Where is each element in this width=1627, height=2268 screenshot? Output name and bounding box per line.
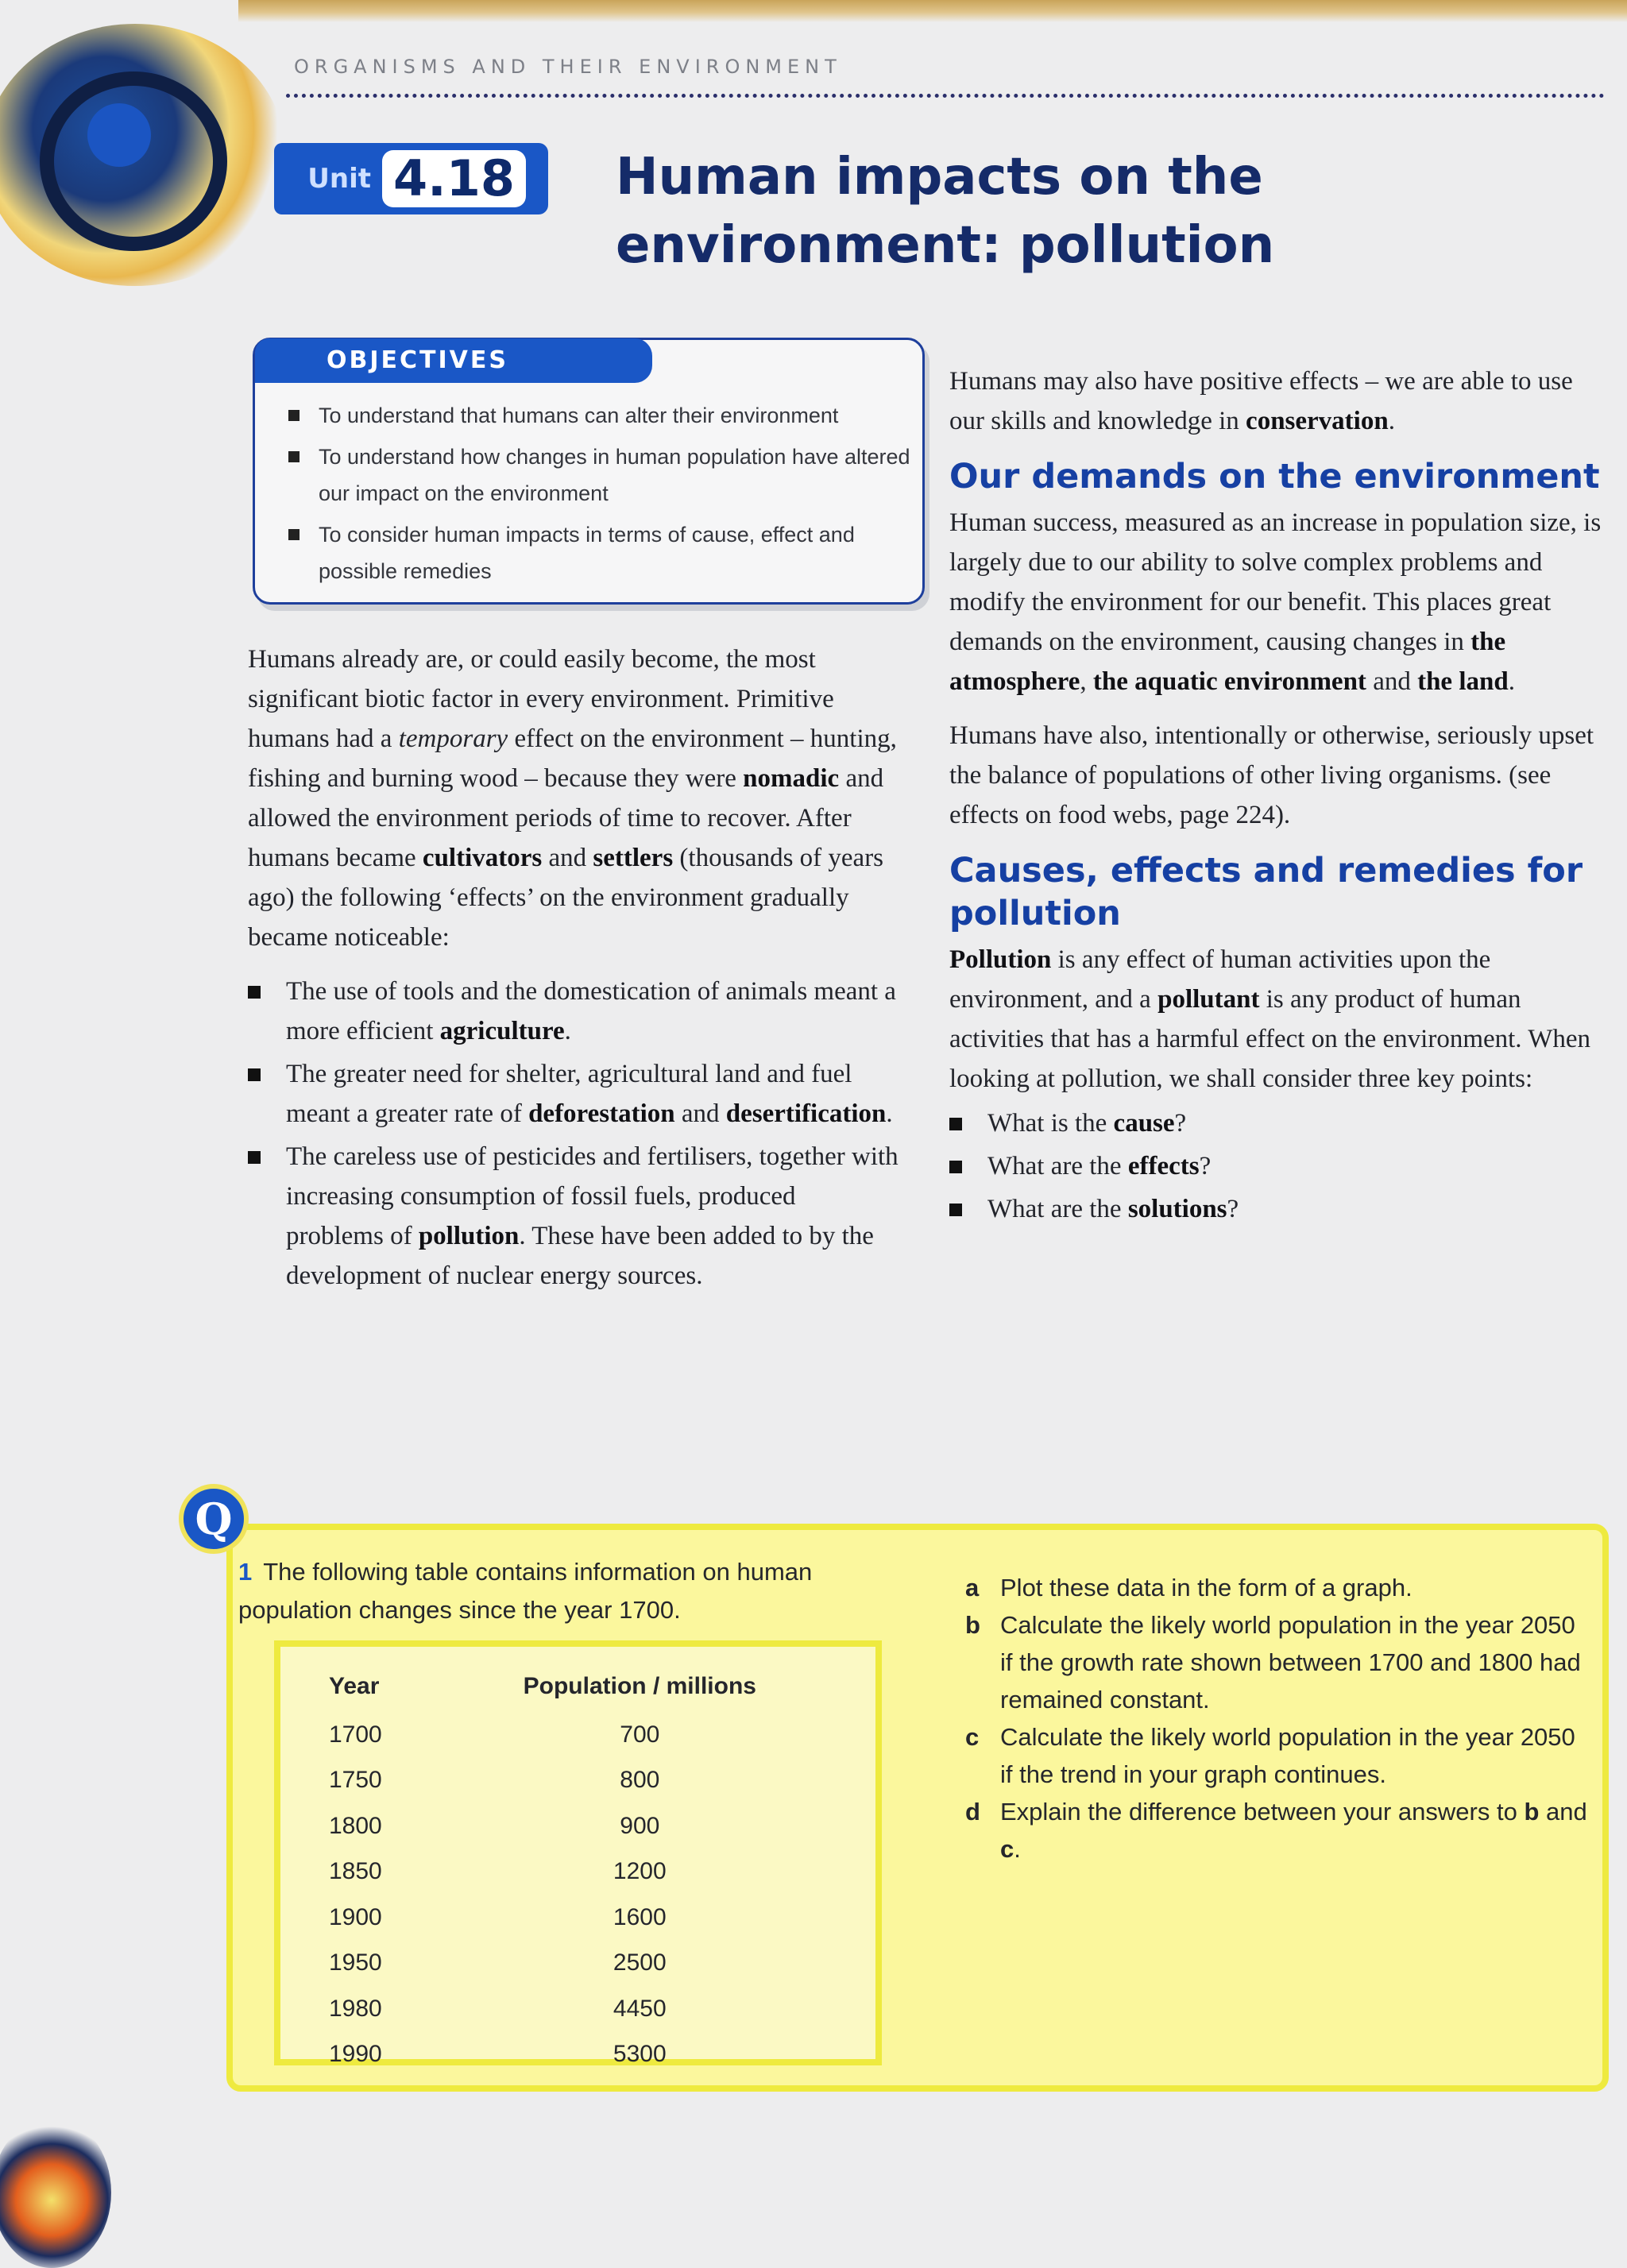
question-part-b xyxy=(965,1606,1593,1718)
text-run: The careless use of pesticides and fertilisers, together with increasing consumption of fossil fuels, produced problems of xyxy=(286,1142,899,1250)
text-run: is any effect of human activities upon the environment, and a xyxy=(949,945,1491,1014)
text-run: . xyxy=(564,1017,571,1045)
text-run: and xyxy=(1539,1798,1587,1826)
year-cell: 1900 xyxy=(329,1903,382,1930)
population-cell: 5300 xyxy=(613,2041,667,2068)
text-run: . xyxy=(1014,1835,1021,1863)
question-intro xyxy=(238,1553,890,1629)
table-row xyxy=(328,1803,852,1849)
text-run: ? xyxy=(1174,1109,1187,1138)
text-run: and xyxy=(674,1099,726,1128)
positive-effects-paragraph xyxy=(949,361,1609,441)
key-term: desertification xyxy=(725,1099,887,1128)
question-parts xyxy=(965,1569,1593,1868)
key-term: pollution xyxy=(418,1222,520,1250)
left-column xyxy=(248,639,899,1299)
key-term: Pollution xyxy=(949,945,1052,974)
question-number: 1 xyxy=(238,1558,253,1586)
text-run: . xyxy=(1388,407,1395,435)
text-run: The use of tools and the domestication of animals meant a more efficient xyxy=(286,977,896,1045)
key-term: settlers xyxy=(593,844,674,872)
year-cell: 1980 xyxy=(329,1995,382,2022)
text-run: ? xyxy=(1227,1195,1239,1223)
population-cell: 1600 xyxy=(613,1903,667,1930)
table-header-row xyxy=(328,1661,852,1712)
population-cell: 700 xyxy=(620,1721,660,1748)
text-run: is any product of human activities that has a harmful effect on the environment. When looking at pollution, we shall consider three key points: xyxy=(949,985,1591,1093)
section-heading-demands: Our demands on the environment xyxy=(949,457,1600,496)
chapter-emblem-graphic xyxy=(0,24,286,286)
pollution-definition-paragraph xyxy=(949,940,1609,1099)
text-run: Human success, measured as an increase in population size, is largely due to our ability to solve complex problems and modify the environment for our benefit. This places great demands on the environment, causing changes in xyxy=(949,508,1602,656)
population-table xyxy=(328,1661,852,2077)
text-run: Humans already are, or could easily become, the most significant biotic factor in every environment. Primitive humans had a xyxy=(248,645,834,753)
table-row xyxy=(328,2032,852,2078)
text-run: The greater need for shelter, agricultural land and fuel meant a greater rate of xyxy=(286,1060,852,1128)
page-title: Human impacts on the environment: pollution xyxy=(616,148,1275,275)
running-head: ORGANISMS AND THEIR ENVIRONMENT xyxy=(294,56,842,78)
key-term: agriculture xyxy=(439,1017,565,1045)
year-cell: 1800 xyxy=(329,1812,382,1839)
objectives-heading: OBJECTIVES xyxy=(255,338,652,383)
column-header-population: Population / millions xyxy=(523,1673,756,1699)
population-cell: 900 xyxy=(620,1812,660,1839)
italic-term: temporary xyxy=(398,724,508,753)
population-cell: 800 xyxy=(620,1767,660,1794)
key-term: b xyxy=(1524,1798,1540,1826)
table-row xyxy=(328,1712,852,1758)
text-run: and xyxy=(1366,667,1418,696)
page-edge xyxy=(238,0,1627,22)
objective-item: To understand that humans can alter their environment xyxy=(285,397,913,434)
right-column xyxy=(949,361,1609,1232)
question-part-a xyxy=(965,1569,1593,1606)
section-heading-pollution: Causes, effects and remedies for pollution xyxy=(949,851,1583,933)
text-run: Humans may also have positive effects – we are able to use our skills and knowledge in xyxy=(949,367,1573,435)
question-part-c xyxy=(965,1718,1593,1793)
text-run: . xyxy=(886,1099,893,1128)
text-run: . These have been added to by the development of nuclear energy sources. xyxy=(286,1222,874,1290)
year-cell: 1950 xyxy=(329,1949,382,1976)
table-row xyxy=(328,1849,852,1895)
unit-prefix: Unit xyxy=(307,163,372,195)
year-cell: 1990 xyxy=(329,2041,382,2068)
population-cell: 2500 xyxy=(613,1949,667,1976)
objective-item: To understand how changes in human population have altered our impact on the environment xyxy=(285,439,913,512)
intro-paragraph xyxy=(248,639,899,957)
text-run: What are the xyxy=(987,1152,1128,1180)
key-point-item xyxy=(949,1189,1609,1229)
text-run: . xyxy=(1508,667,1515,696)
population-cell: 1200 xyxy=(613,1858,667,1885)
emblem-eye xyxy=(87,103,151,167)
part-letter: a xyxy=(965,1574,980,1602)
key-term: conservation xyxy=(1246,407,1389,435)
text-run: What is the xyxy=(987,1109,1114,1138)
question-intro-text: The following table contains information on human population changes since the year 1700. xyxy=(238,1558,813,1624)
objectives-box xyxy=(253,338,925,605)
key-points-list xyxy=(949,1103,1609,1229)
part-letter: c xyxy=(965,1723,980,1751)
text-run: What are the xyxy=(987,1195,1128,1223)
objective-item: To consider human impacts in terms of cause, effect and possible remedies xyxy=(285,516,913,589)
key-term: solutions xyxy=(1127,1195,1227,1223)
text-run: Explain the difference between your answers to xyxy=(1000,1798,1525,1826)
key-term: the aquatic environment xyxy=(1092,667,1366,696)
key-term: deforestation xyxy=(528,1099,675,1128)
population-cell: 4450 xyxy=(613,1995,667,2022)
key-term: cultivators xyxy=(422,844,543,872)
key-term: the land xyxy=(1417,667,1509,696)
question-marker-icon: Q xyxy=(179,1484,249,1554)
year-cell: 1700 xyxy=(329,1721,382,1748)
text-run: and xyxy=(542,844,593,872)
population-table-frame xyxy=(274,1640,882,2068)
demands-paragraph xyxy=(949,503,1609,701)
text-run: ? xyxy=(1199,1152,1212,1180)
effect-item xyxy=(248,1054,899,1134)
key-term: cause xyxy=(1113,1109,1175,1138)
part-letter: d xyxy=(965,1798,980,1826)
effect-item xyxy=(248,972,899,1051)
table-row xyxy=(328,1941,852,1987)
column-header-year: Year xyxy=(329,1673,380,1699)
table-row xyxy=(328,1986,852,2032)
effects-list xyxy=(248,972,899,1296)
key-term: nomadic xyxy=(743,764,840,793)
unit-badge xyxy=(274,143,548,214)
year-cell: 1850 xyxy=(329,1858,382,1885)
year-cell: 1750 xyxy=(329,1767,382,1794)
key-point-item xyxy=(949,1146,1609,1186)
balance-paragraph: Humans have also, intentionally or otherwise, seriously upset the balance of populations of other living organisms. (see effects on food webs, page 224). xyxy=(949,721,1594,829)
part-text: Plot these data in the form of a graph. xyxy=(1000,1574,1413,1602)
objectives-list xyxy=(285,397,913,594)
part-letter: b xyxy=(965,1611,980,1639)
part-text: Calculate the likely world population in the year 2050 if the trend in your graph continues. xyxy=(1000,1723,1575,1788)
key-term: effects xyxy=(1127,1152,1200,1180)
dotted-divider xyxy=(286,94,1605,98)
text-run: effect on the environment – hunting, fishing and burning wood – because they were xyxy=(248,724,897,793)
text-run: and allowed the environment periods of time to recover. After humans became xyxy=(248,764,884,872)
text-run: (thousands of years ago) the following ‘effects’ on the environment gradually became noticeable: xyxy=(248,844,884,952)
unit-number: 4.18 xyxy=(382,150,526,207)
key-term: c xyxy=(1000,1835,1014,1863)
table-row xyxy=(328,1895,852,1941)
question-part-d xyxy=(965,1793,1593,1868)
table-row xyxy=(328,1758,852,1804)
key-term: pollutant xyxy=(1157,985,1260,1014)
text-run: , xyxy=(1080,667,1093,696)
part-text: Calculate the likely world population in the year 2050 if the growth rate shown between 1700 and 1800 had remained constant. xyxy=(1000,1611,1581,1714)
key-term: the atmosphere xyxy=(949,628,1506,696)
key-point-item xyxy=(949,1103,1609,1143)
corner-emblem-graphic xyxy=(0,2117,111,2268)
effect-item xyxy=(248,1137,899,1296)
